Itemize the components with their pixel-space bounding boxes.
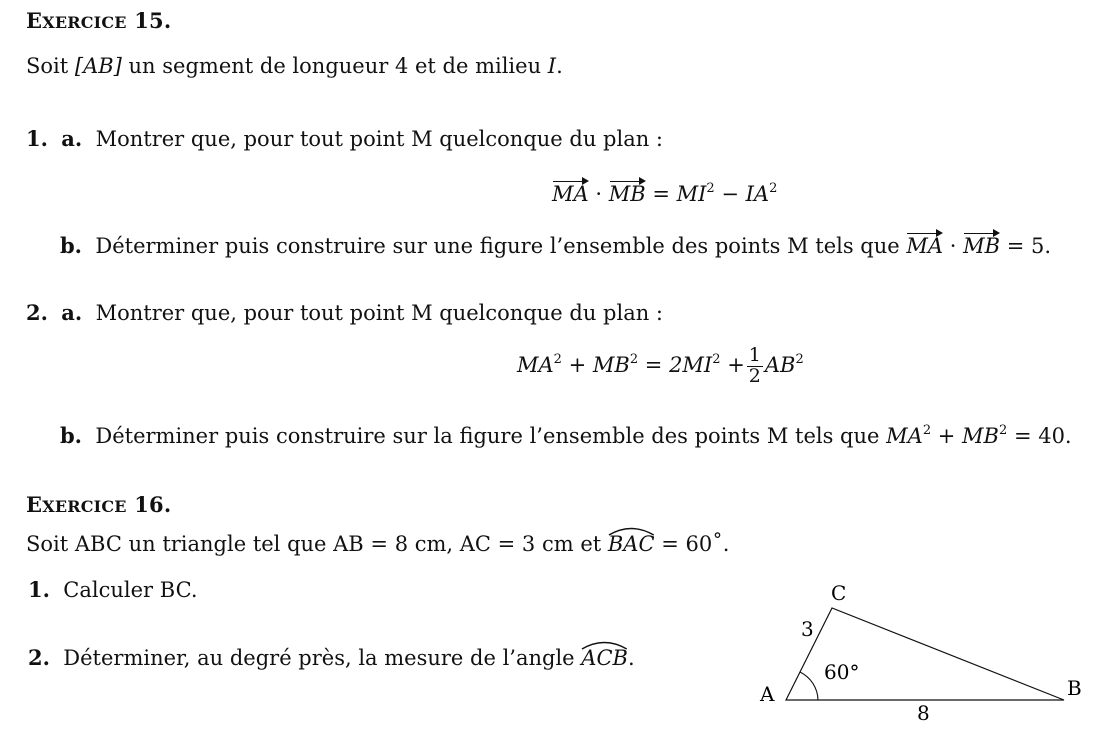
formula-1a: MA · MB = $MI^2 - IA^2$ [552,181,778,206]
side-ac-length: 3 [801,617,814,641]
label-c: C [831,581,847,605]
fraction-one-half: $\frac{1}{2}$ [748,344,761,387]
question-1b: b. Déterminer puis construire sur une figure l’ensemble des points M tels que MA · MB = 5. [60,233,1051,258]
exercise-16-heading: EXERCICE 16. [26,492,172,517]
angle-bac: BAC [608,532,655,556]
question-2a: 2. a. Montrer que, pour tout point M quelconque du plan : [26,300,663,325]
label-a: A [760,682,775,706]
triangle-abc [786,608,1064,700]
question-1a: 1. a. Montrer que, pour tout point M quelconque du plan : [26,126,663,151]
question-2b: b. Déterminer puis construire sur la figure l’ensemble des points M tels que $MA^2 + MB^2 = 40$. [60,423,1072,448]
side-ab-length: 8 [917,701,930,725]
angle-acb: ACB [581,646,628,670]
label-b: B [1067,676,1082,700]
angle-a-value: 60° [824,660,860,684]
formula-2a: $MA^2 + MB^2 = 2MI^2$ + $\frac{1}{2}$ $AB^2$ [517,344,804,387]
triangle-figure [740,575,1090,730]
ex16-question-1: 1. Calculer BC. [28,577,198,602]
exercise-16-intro: Soit ABC un triangle tel que AB = 8 cm, AC = 3 cm et BAC = 60˚. [26,532,729,556]
angle-a-arc [800,672,818,700]
exercise-15-heading: EXERCICE 15. [26,8,172,33]
exercise-15-intro: Soit [AB] un segment de longueur 4 et de milieu I. [26,54,563,78]
ex16-question-2: 2. Déterminer, au degré près, la mesure de l’angle ACB. [28,645,635,670]
